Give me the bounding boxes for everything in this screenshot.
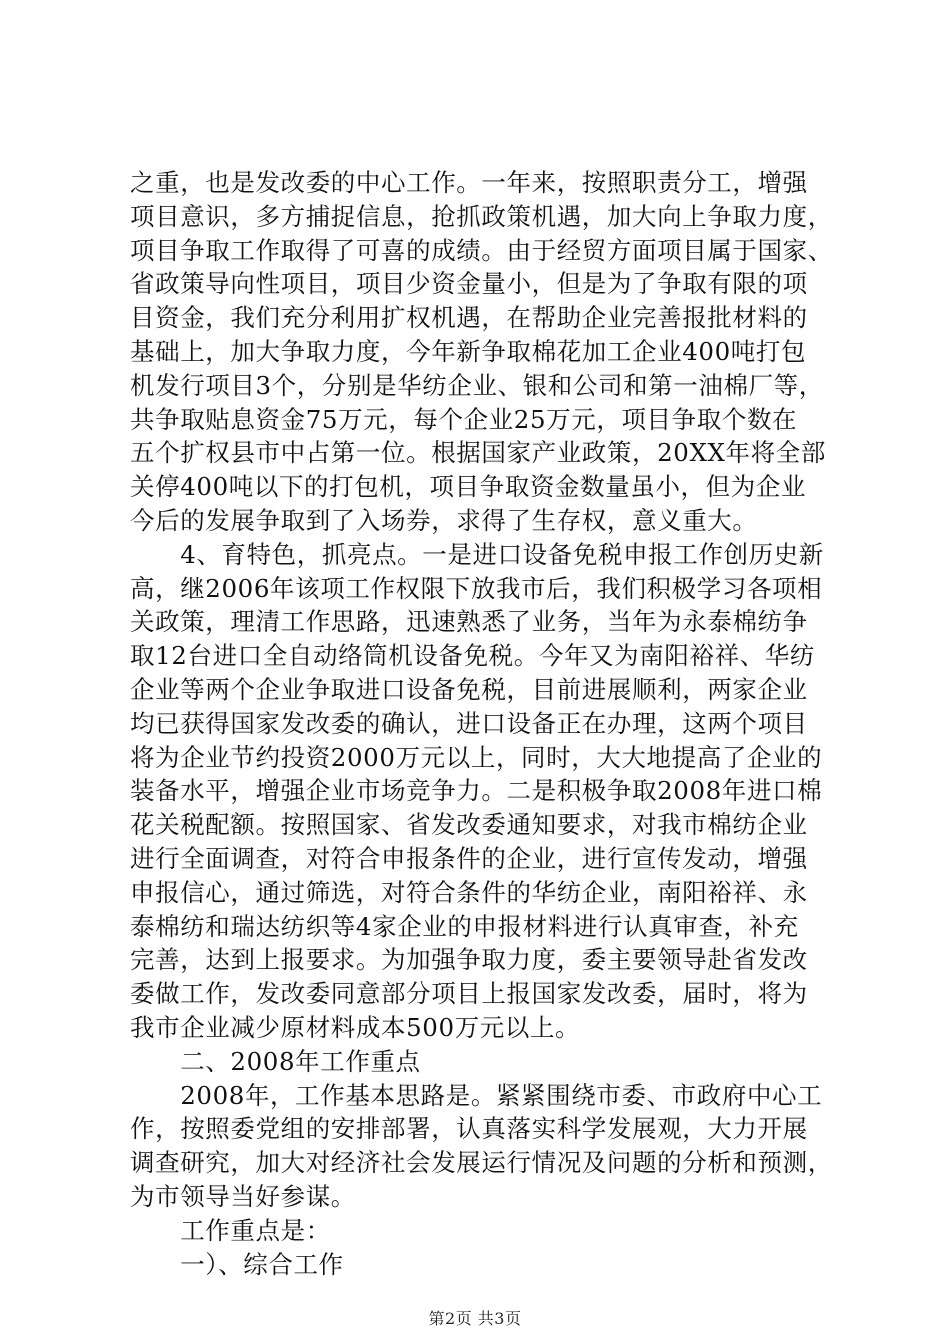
text-line: 调查研究，加大对经济社会发展运行情况及问题的分析和预测，: [130, 1148, 833, 1178]
text-line: 4、育特色，抓亮点。一是进口设备免税申报工作创历史新: [130, 539, 824, 569]
text-line: 作，按照委党组的安排部署，认真落实科学发展观，大力开展: [130, 1114, 808, 1144]
text-line: 2008年，工作基本思路是。紧紧围绕市委、市政府中心工: [130, 1080, 823, 1110]
text-line: 省政策导向性项目，项目少资金量小，但是为了争取有限的项: [130, 269, 808, 299]
text-line: 完善，达到上报要求。为加强争取力度，委主要领导赴省发改: [130, 945, 808, 975]
text-line: 进行全面调查，对符合申报条件的企业，进行宣传发动，增强: [130, 843, 808, 873]
text-line: 我市企业减少原材料成本500万元以上。: [130, 1012, 581, 1042]
text-line: 五个扩权县市中占第一位。根据国家产业政策，20XX年将全部: [130, 438, 826, 468]
text-line: 共争取贴息资金75万元，每个企业25万元，项目争取个数在: [130, 404, 798, 434]
text-line: 取12台进口全自动络筒机设备免税。今年又为南阳裕祥、华纺: [130, 641, 815, 671]
text-line: 为市领导当好参谋。: [130, 1181, 356, 1211]
text-line: 申报信心，通过筛选，对符合条件的华纺企业，南阳裕祥、永: [130, 877, 808, 907]
section-heading: 二、2008年工作重点: [130, 1046, 421, 1076]
text-line: 均已获得国家发改委的确认，进口设备正在办理，这两个项目: [130, 708, 808, 738]
text-line: 将为企业节约投资2000万元以上，同时，大大地提高了企业的: [130, 742, 823, 772]
text-line: 之重，也是发改委的中心工作。一年来，按照职责分工，增强: [130, 168, 808, 197]
text-line: 机发行项目3个，分别是华纺企业、银和公司和第一油棉厂等，: [130, 370, 824, 400]
text-line: 委做工作，发改委同意部分项目上报国家发改委，届时，将为: [130, 979, 808, 1009]
text-line: 装备水平，增强企业市场竞争力。二是积极争取2008年进口棉: [130, 776, 823, 806]
text-line: 目资金，我们充分利用扩权机遇，在帮助企业完善报批材料的: [130, 303, 808, 333]
text-line: 关停400吨以下的打包机，项目争取资金数量虽小，但为企业: [130, 472, 807, 502]
text-line: 泰棉纺和瑞达纺织等4家企业的申报材料进行认真审查，补充: [130, 911, 799, 941]
text-line: 项目争取工作取得了可喜的成绩。由于经贸方面项目属于国家、: [130, 235, 833, 265]
page-number-footer: 第2页 共3页: [428, 1309, 522, 1328]
text-line: 高，继2006年该项工作权限下放我市后，我们积极学习各项相: [130, 573, 823, 603]
subsection-heading: 工作重点是：: [130, 1215, 331, 1245]
text-line: 今后的发展争取到了入场券，求得了生存权，意义重大。: [130, 505, 758, 535]
text-line: 花关税配额。按照国家、省发改委通知要求，对我市棉纺企业: [130, 810, 808, 840]
subsection-heading: 一）、综合工作: [130, 1249, 344, 1279]
document-body: [130, 166, 833, 1281]
text-line: 关政策，理清工作思路，迅速熟悉了业务，当年为永泰棉纺争: [130, 607, 808, 637]
text-line: 基础上，加大争取力度，今年新争取棉花加工企业400吨打包: [130, 336, 807, 366]
text-line: 项目意识，多方捕捉信息，抢抓政策机遇，加大向上争取力度，: [130, 201, 833, 231]
text-line: 企业等两个企业争取进口设备免税，目前进展顺利，两家企业: [130, 674, 808, 704]
